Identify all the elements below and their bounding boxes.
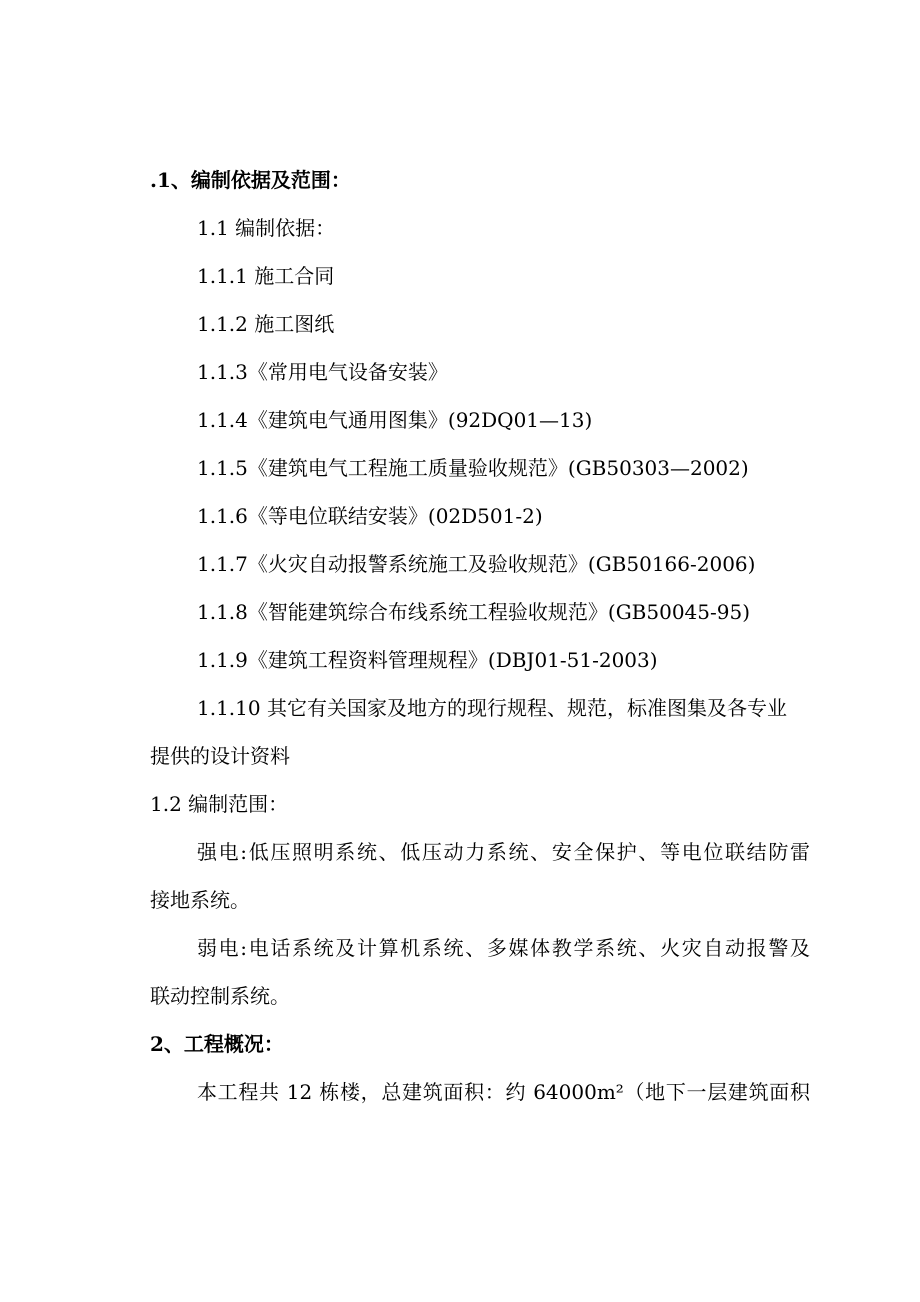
basis-item-10: 1.1.10 其它有关国家及地方的现行规程、规范，标准图集及各专业 (197, 696, 787, 720)
basis-item-2: 1.1.2 施工图纸 (197, 312, 335, 336)
basis-item-3: 1.1.3《常用电气设备安装》 (197, 360, 448, 384)
basis-item-9: 1.1.9《建筑工程资料管理规程》(DBJ01-51-2003) (197, 648, 658, 672)
basis-item-4: 1.1.4《建筑电气通用图集》(92DQ01—13) (197, 408, 593, 432)
basis-item-10-continuation: 提供的设计资料 (150, 744, 290, 768)
basis-item-8: 1.1.8《智能建筑综合布线系统工程验收规范》(GB50045-95) (197, 600, 750, 624)
basis-item-5: 1.1.5《建筑电气工程施工质量验收规范》(GB50303—2002) (197, 456, 749, 480)
basis-item-7: 1.1.7《火灾自动报警系统施工及验收规范》(GB50166-2006) (197, 552, 756, 576)
scope-weak-line-2: 联动控制系统。 (150, 984, 290, 1008)
scope-title: 1.2 编制范围： (150, 792, 289, 816)
scope-weak-line-1: 弱电:电话系统及计算机系统、多媒体教学系统、火灾自动报警及 (197, 936, 810, 960)
section-2-heading: 2、工程概况： (150, 1032, 284, 1056)
basis-title: 1.1 编制依据： (197, 216, 336, 240)
basis-item-1: 1.1.1 施工合同 (197, 264, 335, 288)
section-1-heading: .1、编制依据及范围： (150, 168, 351, 192)
overview-line-1: 本工程共 12 栋楼，总建筑面积：约 64000m²（地下一层建筑面积 (197, 1080, 810, 1104)
scope-strong-line-1: 强电:低压照明系统、低压动力系统、安全保护、等电位联结防雷 (197, 840, 810, 864)
scope-strong-line-2: 接地系统。 (150, 888, 250, 912)
basis-item-6: 1.1.6《等电位联结安装》(02D501-2) (197, 504, 543, 528)
